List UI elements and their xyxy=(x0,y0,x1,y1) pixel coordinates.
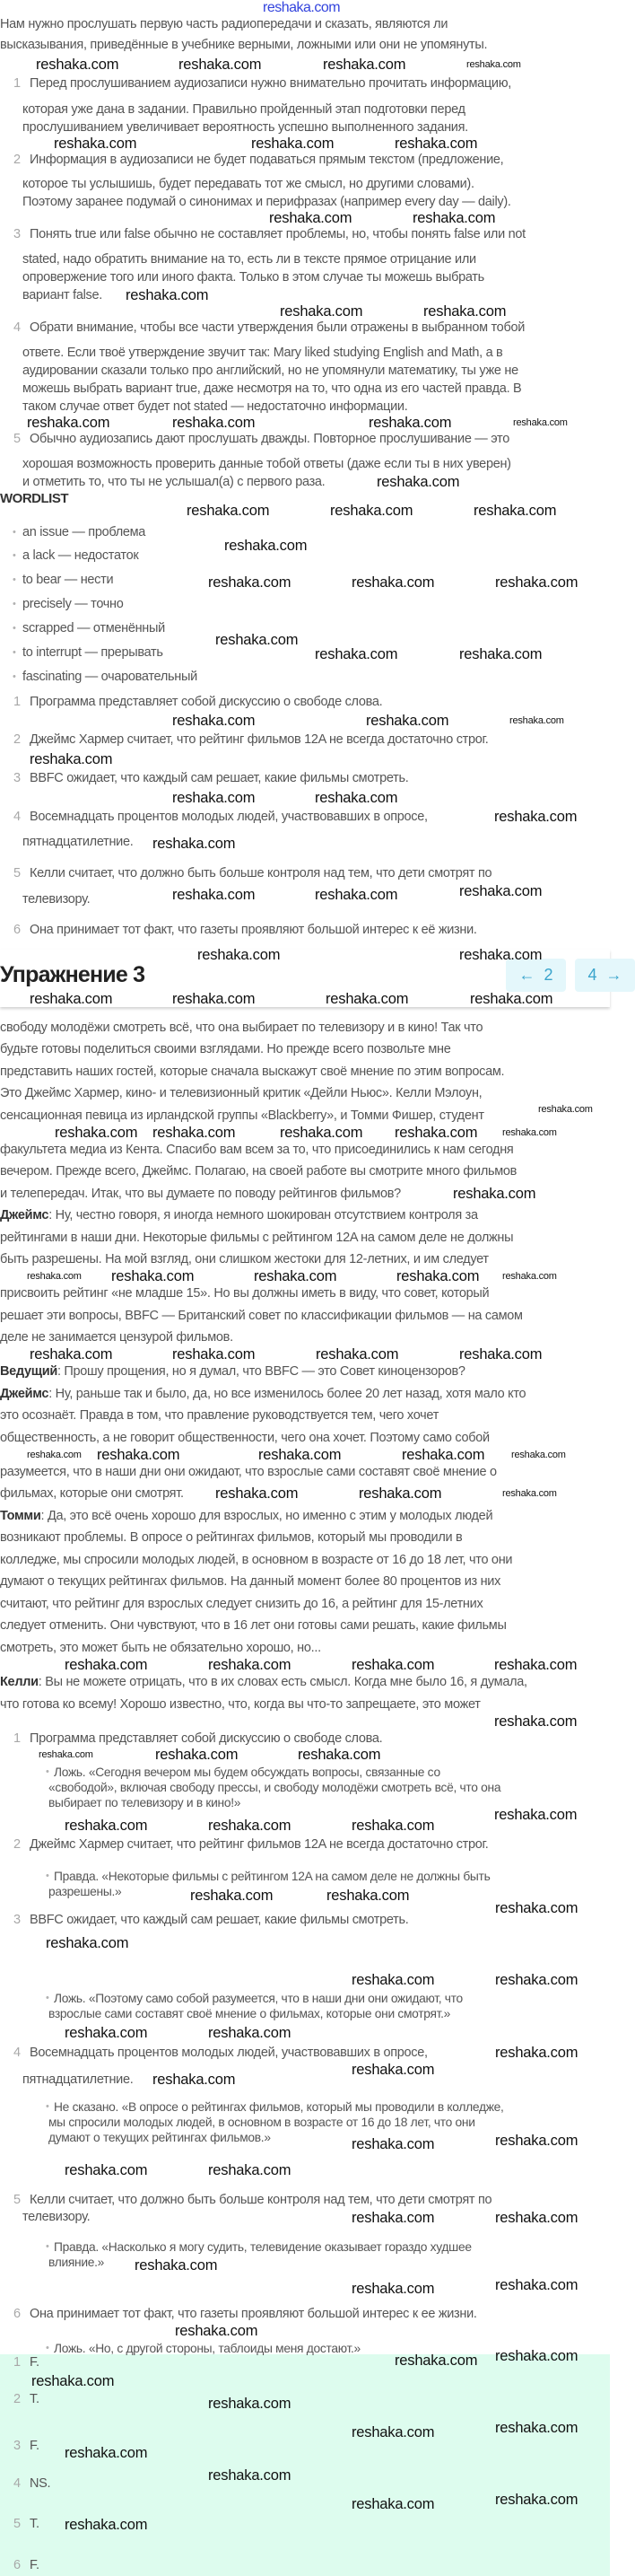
arrow-left-icon: ← xyxy=(518,966,535,984)
tip-line: Информация в аудиозаписи не будет подаваться прямым текстом (предложение, xyxy=(30,152,504,167)
watermark-text: reshaka.com xyxy=(352,2135,435,2152)
watermark-text: reshaka.com xyxy=(352,2209,435,2226)
wordlist-item: precisely — точно xyxy=(22,596,124,611)
explanation-line: Правда. «Некоторые фильмы с рейтингом 12A на самом деле не должны быть xyxy=(54,1869,491,1883)
watermark-text: reshaka.com xyxy=(152,1124,236,1141)
transcript-text: присвоить рейтинг «не младше 15». Но вы должны иметь в виду, что совет, который xyxy=(0,1285,490,1301)
wordlist-item: to bear — нести xyxy=(22,572,114,587)
intro-line: высказывания, приведённые в учебнике верными, ложными или они не упомянуты. xyxy=(0,37,488,52)
watermark-text: reshaka.com xyxy=(352,2280,435,2297)
watermark-text: reshaka.com xyxy=(538,1103,593,1115)
watermark-text: reshaka.com xyxy=(152,2071,236,2088)
wordlist-item: to interrupt — прерывать xyxy=(22,644,163,660)
transcript-line xyxy=(0,1164,517,1179)
watermark-text: reshaka.com xyxy=(495,1899,578,1916)
answer-value: F. xyxy=(30,2354,39,2370)
watermark-text: reshaka.com xyxy=(495,2132,578,2149)
transcript-line xyxy=(0,1431,490,1446)
watermark-text: reshaka.com xyxy=(30,750,113,767)
answer-number: 2 xyxy=(13,2391,21,2406)
watermark-text: reshaka.com xyxy=(459,645,543,662)
wordlist-item: fascinating — очаровательный xyxy=(22,669,197,684)
transcript-line xyxy=(0,1086,482,1101)
watermark-text: reshaka.com xyxy=(30,990,113,1007)
explanation-line: думают о текущих рейтингах фильмов.» xyxy=(48,2130,271,2144)
transcript-text: : Вы не можете отрицать, что в их словах есть смысл. Когда мне было 16, я думала, xyxy=(38,1674,527,1689)
tip-line: вариант false. xyxy=(22,287,102,302)
watermark-text: reshaka.com xyxy=(172,414,256,431)
explanation-line: Ложь. «Но, с другой стороны, таблоиды меня достают.» xyxy=(54,2341,361,2355)
watermark-text: reshaka.com xyxy=(208,2395,291,2412)
speaker-name: Ведущий xyxy=(0,1363,57,1379)
explained-statement-line: Программа представляет собой дискуссию о свободе слова. xyxy=(30,1730,383,1746)
watermark-text: reshaka.com xyxy=(511,1449,566,1460)
transcript-text: думают о текущих рейтингах фильмов. На данный момент более 80 процентов из них xyxy=(0,1573,501,1589)
prev-exercise-label: 2 xyxy=(544,966,553,984)
watermark-text: reshaka.com xyxy=(369,414,452,431)
wordlist-item: scrapped — отменённый xyxy=(22,620,165,635)
watermark-text: reshaka.com xyxy=(280,1124,363,1141)
next-exercise-label: 4 xyxy=(587,966,597,984)
tip-line: опровержение того или иного факта. Только в этом случае ты можешь выбрать xyxy=(22,269,484,285)
wordlist-item: a lack — недостаток xyxy=(22,548,139,563)
answer-number: 6 xyxy=(13,2557,21,2572)
watermark-text: reshaka.com xyxy=(208,2466,291,2484)
tip-line: stated, надо обратить внимание на то, есть ли в тексте прямое отрицание или xyxy=(22,251,476,267)
watermark-text: reshaka.com xyxy=(459,946,543,963)
watermark-text: reshaka.com xyxy=(495,2044,578,2061)
bullet-icon: • xyxy=(46,1870,49,1881)
watermark-text: reshaka.com xyxy=(36,56,119,73)
watermark-text: reshaka.com xyxy=(65,1817,148,1834)
explained-number: 3 xyxy=(13,1912,21,1927)
watermark-text: reshaka.com xyxy=(495,1971,578,1988)
watermark-text: reshaka.com xyxy=(459,882,543,899)
watermark-text: reshaka.com xyxy=(190,1887,274,1904)
watermark-text: reshaka.com xyxy=(316,1345,399,1362)
statement-line: телевизору. xyxy=(22,891,91,907)
answer-number: 4 xyxy=(13,2475,21,2491)
tip-line: Поэтому заранее подумай о синонимах и перифразах (например every day — daily). xyxy=(22,194,511,209)
watermark-text: reshaka.com xyxy=(495,2419,578,2436)
watermark-text: reshaka.com xyxy=(459,1345,543,1362)
tip-line: прослушиванием увеличивает вероятность успешно выполненного задания. xyxy=(22,119,468,135)
watermark-text: reshaka.com xyxy=(254,1267,337,1284)
statement-line: Программа представляет собой дискуссию о свободе слова. xyxy=(30,694,383,709)
explanation-line: Ложь. «Поэтому само собой разумеется, что в наши дни они ожидают, что xyxy=(54,1991,463,2005)
transcript-text: и телепередач. Итак, что вы думаете по поводу рейтингов фильмов? xyxy=(0,1186,401,1201)
answer-value: T. xyxy=(30,2516,39,2531)
explanation-line: мы спросили молодых людей, в основном в возрасте от 16 до 18 лет, что они xyxy=(48,2115,475,2129)
explained-statement-line: Келли считает, что должно быть больше контроля над тем, что дети смотрят по xyxy=(30,2192,492,2207)
bullet-icon: • xyxy=(13,598,16,609)
watermark-text: reshaka.com xyxy=(65,2024,148,2041)
watermark-text: reshaka.com xyxy=(413,209,496,226)
transcript-line xyxy=(0,1364,465,1380)
tip-line: Перед прослушиванием аудиозаписи нужно внимательно прочитать информацию, xyxy=(30,75,511,91)
tip-line: Обрати внимание, чтобы все части утверждения были отражены в выбранном тобой xyxy=(30,320,526,335)
watermark-text: reshaka.com xyxy=(352,2423,435,2440)
transcript-text: фильмах, которые они смотрят. xyxy=(0,1485,184,1501)
wordlist-item: an issue — проблема xyxy=(22,524,146,539)
arrow-right-icon: → xyxy=(605,966,622,984)
watermark-text: reshaka.com xyxy=(65,2444,148,2461)
transcript-line xyxy=(0,1408,439,1424)
watermark-text: reshaka.com xyxy=(269,209,352,226)
watermark-text: reshaka.com xyxy=(215,1485,299,1502)
transcript-line xyxy=(0,1021,483,1036)
speaker-name: Томми xyxy=(0,1508,41,1523)
explained-statement-line: Джеймс Хармер считает, что рейтинг фильмов 12A не всегда достаточно строг. xyxy=(30,1836,489,1852)
watermark-text: reshaka.com xyxy=(208,2024,291,2041)
bullet-icon: • xyxy=(13,549,16,561)
answer-value: F. xyxy=(30,2438,39,2453)
explanation-line: влияние.» xyxy=(48,2255,105,2269)
bullet-icon: • xyxy=(13,574,16,585)
watermark-text: reshaka.com xyxy=(65,2516,148,2533)
explanation-line: взрослые сами составят своё мнение о фильмах, которые они смотрят.» xyxy=(48,2006,451,2020)
watermark-text: reshaka.com xyxy=(224,537,308,554)
watermark-text: reshaka.com xyxy=(326,1887,410,1904)
watermark-text: reshaka.com xyxy=(208,1817,291,1834)
transcript-line xyxy=(0,1252,489,1267)
tip-line: можешь выбрать вариант true, даже несмотря на то, что одна из его частей правда. В xyxy=(22,381,522,396)
explanation-line: выбирает по телевизору и в кино!» xyxy=(48,1795,241,1809)
watermark-text: reshaka.com xyxy=(326,990,409,1007)
tip-line: хорошая возможность проверить данные тобой ответы (даже если ты в них уверен) xyxy=(22,456,511,471)
answer-value: NS. xyxy=(30,2475,51,2491)
explanation-line: Правда. «Насколько я могу судить, телевидение оказывает гораздо худшее xyxy=(54,2239,472,2254)
watermark-text: reshaka.com xyxy=(175,2322,258,2339)
watermark-text: reshaka.com xyxy=(509,714,564,726)
watermark-text: reshaka.com xyxy=(330,502,413,519)
transcript-line xyxy=(0,1530,462,1546)
watermark-text: reshaka.com xyxy=(172,789,256,806)
watermark-text: reshaka.com xyxy=(197,946,281,963)
answer-number: 5 xyxy=(13,2516,21,2531)
next-exercise-button[interactable] xyxy=(575,959,635,992)
watermark-text: reshaka.com xyxy=(495,574,578,591)
watermark-text: reshaka.com xyxy=(126,286,209,303)
watermark-text: reshaka.com xyxy=(54,135,137,152)
watermark-text: reshaka.com xyxy=(27,1449,82,1460)
transcript-text: : Да, это всё очень хорошо для взрослых, но именно с этим у молодых людей xyxy=(40,1508,493,1523)
watermark-text: reshaka.com xyxy=(395,135,478,152)
watermark-text: reshaka.com xyxy=(187,502,270,519)
watermark-text: reshaka.com xyxy=(359,1485,442,1502)
transcript-text: общественность, а не говорит общественности, чего она хочет. Поэтому само собой xyxy=(0,1430,490,1445)
watermark-text: reshaka.com xyxy=(494,1656,578,1673)
explained-number: 5 xyxy=(13,2192,21,2207)
watermark-text: reshaka.com xyxy=(135,2256,218,2274)
explained-number: 1 xyxy=(13,1730,21,1746)
intro-line: Нам нужно прослушать первую часть радиопередачи и сказать, являются ли xyxy=(0,16,448,31)
watermark-text: reshaka.com xyxy=(208,574,291,591)
answer-value: F. xyxy=(30,2557,39,2572)
speaker-name: Джеймс xyxy=(0,1207,49,1222)
tip-line: аудировании сказали только про английский, но не упомянули математику, ты уже не xyxy=(22,363,518,378)
bullet-icon: • xyxy=(46,2100,49,2112)
bullet-icon: • xyxy=(13,670,16,682)
statement-line: Джеймс Хармер считает, что рейтинг фильмов 12A не всегда достаточно строг. xyxy=(30,732,489,747)
transcript-text: колледже, мы спросили молодых людей, в основном в возрасте от 16 до 18 лет, что они xyxy=(0,1552,513,1567)
tip-line: таком случае ответ будет not stated — недостаточно информации. xyxy=(22,399,408,414)
answer-number: 1 xyxy=(13,2354,21,2370)
watermark-text: reshaka.com xyxy=(352,2061,435,2078)
watermark-text: reshaka.com xyxy=(396,1267,480,1284)
watermark-text: reshaka.com xyxy=(298,1746,381,1763)
explained-number: 2 xyxy=(13,1836,21,1852)
transcript-text: быть разрешены. На мой взгляд, они слишком жестоки для 12-летних, и им следует xyxy=(0,1251,489,1266)
statement-number: 3 xyxy=(13,770,21,785)
speaker-name: Джеймс xyxy=(0,1386,49,1401)
statement-number: 6 xyxy=(13,922,21,937)
transcript-line xyxy=(0,1387,526,1402)
transcript-text: свободу молодёжи смотреть всё, что она выбирает по телевизору и в кино! Так что xyxy=(0,1020,483,1035)
explanation-line: Ложь. «Сегодня вечером мы будем обсуждать вопросы, связанные со xyxy=(54,1765,440,1779)
watermark-text: reshaka.com xyxy=(495,2276,578,2293)
watermark-text: reshaka.com xyxy=(280,302,363,320)
wordlist-title: WORDLIST xyxy=(0,490,68,506)
watermark-text: reshaka.com xyxy=(55,1124,138,1141)
explained-number: 6 xyxy=(13,2306,21,2321)
transcript-text: возникают проблемы. В опросе о рейтингах фильмов, который мы проводили в xyxy=(0,1529,463,1545)
transcript-text: представить наших гостей, которые сначала выскажут своё мнение по этим вопросам. xyxy=(0,1064,505,1079)
tip-number: 2 xyxy=(13,152,21,167)
watermark-text: reshaka.com xyxy=(39,1748,93,1760)
statement-line: Она принимает тот факт, что газеты проявляют большой интерес к её жизни. xyxy=(30,922,477,937)
statement-line: Келли считает, что должно быть больше контроля над тем, что дети смотрят по xyxy=(30,865,492,881)
watermark-text: reshaka.com xyxy=(315,789,398,806)
transcript-text: сенсационная певица из ирландской группы «Blackberry», и Томми Фишер, студент xyxy=(0,1108,484,1123)
statement-number: 1 xyxy=(13,694,21,709)
watermark-text: reshaka.com xyxy=(402,1446,485,1463)
transcript-line xyxy=(0,1108,484,1124)
bullet-icon: • xyxy=(46,2240,49,2252)
watermark-text: reshaka.com xyxy=(155,1746,239,1763)
bullet-icon: • xyxy=(13,646,16,658)
transcript-text: будьте готовы поделиться своими взглядами. Но прежде всего позвольте мне xyxy=(0,1041,451,1056)
watermark-text: reshaka.com xyxy=(395,1124,478,1141)
transcript-text: разумеется, что в наши дни они ожидают, что взрослые сами составят своё мнение о xyxy=(0,1464,497,1479)
watermark-text: reshaka.com xyxy=(215,631,299,648)
watermark-text: reshaka.com xyxy=(466,58,521,70)
watermark-text: reshaka.com xyxy=(172,712,256,729)
statement-line: пятнадцатилетние. xyxy=(22,834,134,849)
explained-statement-line: BBFC ожидает, что каждый сам решает, какие фильмы смотреть. xyxy=(30,1912,409,1927)
statement-line: BBFC ожидает, что каждый сам решает, какие фильмы смотреть. xyxy=(30,770,409,785)
watermark-text: reshaka.com xyxy=(208,2161,291,2178)
explained-statement-line: телевизору. xyxy=(22,2209,91,2224)
watermark-text: reshaka.com xyxy=(352,1656,435,1673)
transcript-line xyxy=(0,1553,512,1568)
watermark-text: reshaka.com xyxy=(178,56,262,73)
watermark-text: reshaka.com xyxy=(251,135,335,152)
watermark-text: reshaka.com xyxy=(453,1185,536,1202)
watermark-text: reshaka.com xyxy=(366,712,449,729)
watermark-text: reshaka.com xyxy=(31,2372,115,2389)
transcript-text: решает эти вопросы, BBFC — Британский совет по классификации фильмов — на самом xyxy=(0,1308,523,1323)
tip-line: которая уже дана в задании. Правильно пройденный этап подготовки перед xyxy=(22,101,465,117)
answer-number: 3 xyxy=(13,2438,21,2453)
explanation-line: Не сказано. «В опросе о рейтингах фильмов, который мы проводили в колледже, xyxy=(54,2099,504,2114)
tip-line: и отметить то, что ты не услышал(а) с первого раза. xyxy=(22,474,326,489)
watermark-text: reshaka.com xyxy=(30,1345,113,1362)
transcript-line xyxy=(0,1286,489,1301)
transcript-text: что готова ко всему! Хорошо известно, что, когда вы что-то запрещаете, это может xyxy=(0,1696,481,1712)
watermark-text: reshaka.com xyxy=(315,886,398,903)
tip-number: 1 xyxy=(13,75,21,91)
watermark-text: reshaka.com xyxy=(502,1487,557,1499)
tip-line: которое ты услышишь, будет передавать тот же смысл, но другими словами). xyxy=(22,176,474,191)
prev-exercise-button[interactable] xyxy=(506,959,566,992)
tip-line: Понять true или false обычно не составляет проблемы, но, чтобы понять false или not xyxy=(30,226,526,241)
watermark-text: reshaka.com xyxy=(27,1270,82,1282)
exercise-title: Упражнение 3 xyxy=(0,962,145,987)
explanation-line: разрешены.» xyxy=(48,1884,122,1898)
watermark-text: reshaka.com xyxy=(315,645,398,662)
transcript-line xyxy=(0,1641,321,1656)
transcript-text: факультета медиа из Кента. Спасибо вам всем за то, что присоединились к нам сегодня xyxy=(0,1142,514,1157)
watermark-text: reshaka.com xyxy=(495,2491,578,2508)
tip-line: ответе. Если твоё утверждение звучит так: Mary liked studying English and Math, а в xyxy=(22,345,503,360)
transcript-line xyxy=(0,1208,478,1223)
transcript-line xyxy=(0,1465,497,1480)
watermark-text: reshaka.com xyxy=(494,808,578,825)
statement-number: 4 xyxy=(13,809,21,824)
transcript-text: это осознаёт. Правда в том, что правление руководствуется тем, чего хочет xyxy=(0,1407,439,1423)
bullet-icon: • xyxy=(13,526,16,538)
transcript-line xyxy=(0,1330,233,1345)
watermark-text: reshaka.com xyxy=(474,502,557,519)
transcript-line xyxy=(0,1042,450,1057)
watermark-text: reshaka.com xyxy=(152,835,236,852)
watermark-text: reshaka.com xyxy=(495,2209,578,2226)
transcript-line xyxy=(0,1486,184,1502)
watermark-text: reshaka.com xyxy=(65,1656,148,1673)
watermark-text: reshaka.com xyxy=(46,1934,129,1951)
bullet-icon: • xyxy=(46,1766,49,1777)
explained-number: 4 xyxy=(13,2045,21,2060)
tip-number: 3 xyxy=(13,226,21,241)
transcript-line xyxy=(0,1675,527,1690)
transcript-line xyxy=(0,1231,513,1246)
bullet-icon: • xyxy=(46,1992,49,2003)
transcript-line xyxy=(0,1618,507,1634)
statement-line: Восемнадцать процентов молодых людей, участвовавших в опросе, xyxy=(30,809,428,824)
watermark-text: reshaka.com xyxy=(470,990,553,1007)
transcript-text: смотреть, это может быть не обязательно хорошо, но... xyxy=(0,1640,321,1655)
transcript-line xyxy=(0,1309,523,1324)
transcript-text: : Ну, раньше так и было, да, но все изменилось более 20 лет назад, хотя мало кто xyxy=(48,1386,526,1401)
watermark-text: reshaka.com xyxy=(495,2347,578,2364)
transcript-text: : Прошу прощения, но я думал, что BBFC — это Совет киноцензоров? xyxy=(57,1363,465,1379)
transcript-text: считают, что рейтинг для взрослых следует снизить до 16, а рейтинг для 15-летних xyxy=(0,1596,483,1611)
transcript-line xyxy=(0,1065,504,1080)
watermark-text: reshaka.com xyxy=(258,1446,342,1463)
watermark-text: reshaka.com xyxy=(172,990,256,1007)
watermark-text: reshaka.com xyxy=(172,886,256,903)
watermark-text: reshaka.com xyxy=(395,2352,478,2369)
explained-statement-line: Она принимает тот факт, что газеты проявляют большой интерес к ее жизни. xyxy=(30,2306,477,2321)
transcript-text: : Ну, честно говоря, я иногда немного шокирован отсутствием контроля за xyxy=(48,1207,478,1222)
watermark-text: reshaka.com xyxy=(65,2161,148,2178)
watermark-text: reshaka.com xyxy=(502,1126,557,1138)
watermark-text: reshaka.com xyxy=(352,574,435,591)
transcript-text: вечером. Прежде всего, Джеймс. Полагаю, на своей работе вы смотрите много фильмов xyxy=(0,1163,518,1178)
watermark-text: reshaka.com xyxy=(352,1817,435,1834)
site-logo[interactable]: reshaka.com xyxy=(263,0,341,15)
watermark-text: reshaka.com xyxy=(323,56,406,73)
tip-number: 5 xyxy=(13,431,21,446)
statement-number: 5 xyxy=(13,865,21,881)
watermark-text: reshaka.com xyxy=(377,473,460,490)
speaker-name: Келли xyxy=(0,1674,39,1689)
watermark-text: reshaka.com xyxy=(513,416,568,428)
transcript-line xyxy=(0,1509,492,1524)
watermark-text: reshaka.com xyxy=(502,1270,557,1282)
answer-value: T. xyxy=(30,2391,39,2406)
watermark-text: reshaka.com xyxy=(111,1267,195,1284)
watermark-text: reshaka.com xyxy=(494,1713,578,1730)
explanation-line: «свободой», включая свободу прессы, и свободу молодёжи смотреть всё, что она xyxy=(48,1780,501,1794)
watermark-text: reshaka.com xyxy=(27,414,110,431)
transcript-text: деле не занимается цензурой фильмов. xyxy=(0,1329,233,1345)
transcript-line xyxy=(0,1697,481,1713)
watermark-text: reshaka.com xyxy=(172,1345,256,1362)
explained-statement-line: Восемнадцать процентов молодых людей, участвовавших в опросе, xyxy=(30,2045,428,2060)
transcript-text: следует отменить. Они чувствуют, что в 16 лет они готовы сами решать, какие фильмы xyxy=(0,1617,507,1633)
watermark-text: reshaka.com xyxy=(352,1971,435,1988)
transcript-line xyxy=(0,1597,483,1612)
tip-line: Обычно аудиозапись дают прослушать дважды. Повторное прослушивание — это xyxy=(30,431,509,446)
explained-statement-line: пятнадцатилетние. xyxy=(22,2072,134,2087)
tip-number: 4 xyxy=(13,320,21,335)
watermark-text: reshaka.com xyxy=(352,2495,435,2512)
statement-number: 2 xyxy=(13,732,21,747)
transcript-text: рейтингами в наши дни. Некоторые фильмы с рейтингом 12A на самом деле не должны xyxy=(0,1230,514,1245)
watermark-text: reshaka.com xyxy=(423,302,507,320)
watermark-text: reshaka.com xyxy=(494,1806,578,1823)
bullet-icon: • xyxy=(13,622,16,634)
transcript-line xyxy=(0,1143,513,1158)
watermark-text: reshaka.com xyxy=(97,1446,180,1463)
watermark-text: reshaka.com xyxy=(208,1656,291,1673)
transcript-line xyxy=(0,1574,500,1590)
bullet-icon: • xyxy=(46,2342,49,2353)
transcript-text: Это Джеймс Хармер, кино- и телевизионный критик «Дейли Ньюс». Келли Мэлоун, xyxy=(0,1085,483,1100)
transcript-line xyxy=(0,1187,401,1202)
